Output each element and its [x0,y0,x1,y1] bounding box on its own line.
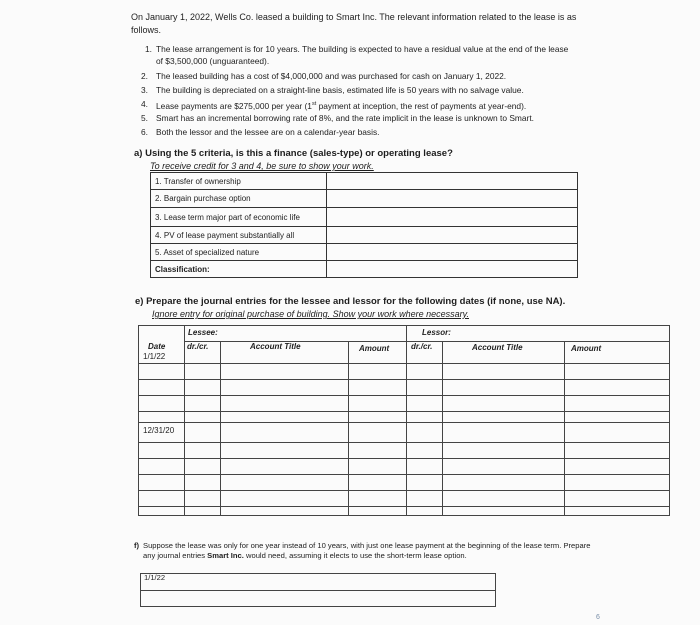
drcr-column-header: dr./cr. [187,342,209,351]
journal-entry-grid [138,325,670,515]
criterion-label: 3. Lease term major part of economic life [151,208,327,227]
answer-cell[interactable] [327,227,578,244]
classification-answer-cell[interactable] [327,261,578,278]
answer-cell[interactable] [327,208,578,227]
answer-cell[interactable] [327,173,578,190]
question-a-instruction: To receive credit for 3 and 4, be sure to show your work. [150,161,374,171]
question-f-text [143,541,603,561]
grid-line [138,442,670,443]
list-number: 1. [145,44,152,54]
grid-line [138,379,670,380]
criterion-label: 4. PV of lease payment substantially all [151,227,327,244]
table-row [151,208,578,227]
lessor-heading: Lessor: [422,328,451,337]
question-a: a) Using the 5 criteria, is this a finance (sales-type) or operating lease? [134,148,453,159]
account-title-column-header: Account Title [472,343,523,352]
grid-line [138,411,670,412]
answer-row-box[interactable] [140,573,496,591]
table-row [151,244,578,261]
list-item-part: Lease payments are $275,000 per year (1 [156,100,312,111]
list-item [156,99,526,112]
list-number: 5. [141,113,148,123]
grid-line [184,325,185,516]
question-e: e) Prepare the journal entries for the lessee and lessor for the following dates (if none, use NA). [135,296,566,307]
entry-date: 1/1/22 [144,573,166,582]
grid-line [138,363,670,364]
table-row [151,227,578,244]
table-row [151,190,578,208]
superscript: st [311,101,317,107]
answer-cell[interactable] [327,190,578,208]
list-item-part: payment at inception, the rest of payments at year-end). [316,100,527,111]
question-e-instruction: Ignore entry for original purchase of building. Show your work where necessary. [152,309,469,319]
grid-line [138,395,670,396]
grid-line [138,474,670,475]
amount-column-header: Amount [571,344,602,353]
grid-line [220,341,221,516]
answer-cell[interactable] [327,244,578,261]
grid-line [406,325,407,516]
lessee-heading: Lessee: [188,328,218,337]
list-item: The building is depreciated on a straight-line basis, estimated life is 50 years with no salvage value. [156,85,524,95]
entry-date: 1/1/22 [143,352,166,361]
table-row [151,173,578,190]
grid-line [138,515,670,516]
grid-line [669,325,670,516]
list-number: 4. [141,99,148,109]
grid-line [348,341,349,516]
criterion-label: 2. Bargain purchase option [151,190,327,208]
list-number: 3. [141,85,148,95]
list-number: 2. [141,71,148,81]
grid-line [138,506,670,507]
list-item-continued: of $3,500,000 (unguaranteed). [156,56,270,66]
criteria-table [150,172,578,278]
grid-line [138,458,670,459]
page-number: 6 [596,614,600,621]
answer-row-box[interactable] [140,590,496,607]
criterion-label: 5. Asset of specialized nature [151,244,327,261]
list-item: Both the lessor and the lessee are on a calendar-year basis. [156,127,380,137]
question-f-part: Suppose the lease was only for one year instead of 10 years, with just one lease payment at the beginning of the lease term. Prepare any journal entries [143,541,591,560]
table-row [151,261,578,278]
amount-column-header: Amount [359,344,390,353]
entry-date: 12/31/20 [143,426,175,435]
grid-line [442,341,443,516]
list-item: The leased building has a cost of $4,000,000 and was purchased for cash on January 1, 2022. [156,71,507,81]
question-f-part: would need, assuming it elects to use the short-term lease option. [243,551,467,560]
drcr-column-header: dr./cr. [411,342,433,351]
classification-label: Classification: [151,261,327,278]
account-title-column-header: Account Title [250,342,301,351]
date-column-header: Date [148,342,166,351]
criterion-label: 1. Transfer of ownership [151,173,327,190]
list-item: Smart has an incremental borrowing rate of 8%, and the rate implicit in the lease is unknown to Smart. [156,113,534,123]
list-number: 6. [141,127,148,137]
list-item: The lease arrangement is for 10 years. The building is expected to have a residual value at the end of the lease [156,44,569,54]
grid-line [138,422,670,423]
question-f-label: f) [134,541,140,550]
intro-paragraph: On January 1, 2022, Wells Co. leased a building to Smart Inc. The relevant information related to the lease is as follows. [131,12,577,35]
grid-line [564,341,565,516]
grid-line [138,490,670,491]
grid-line [138,325,670,326]
question-f-company: Smart Inc. [207,551,244,560]
grid-line [138,325,139,516]
